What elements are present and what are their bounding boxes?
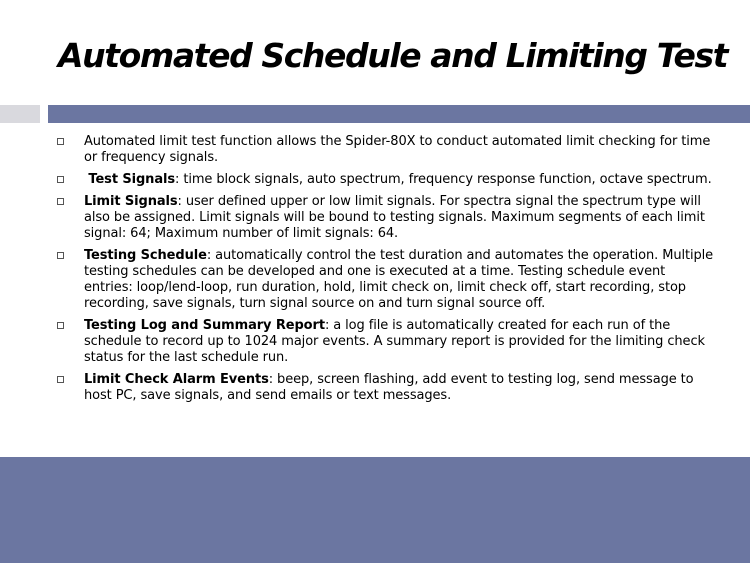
bullet-item-limit-signals [56, 194, 716, 242]
bullet-text: : beep, screen flashing, add event to testing log, send message to host PC, save signals, and send emails or text messages. [84, 372, 694, 403]
bullet-item-limit-test [56, 134, 716, 166]
square-bullet-icon [57, 176, 64, 183]
square-bullet-icon [57, 198, 64, 205]
bullet-list [56, 134, 716, 410]
bullet-text: : user defined upper or low limit signals. For spectra signal the spectrum type will also be assigned. Limit signals will be bound to testing signals. Maximum segments of each limit signal: 64; Maximum number of limit signals: 64. [84, 194, 705, 241]
bullet-text: : time block signals, auto spectrum, frequency response function, octave spectrum. [175, 172, 712, 187]
bullet-term: Limit Signals [84, 194, 178, 209]
bullet-text: : a log file is automatically created for each run of the schedule to record up to 1024 major events. A summary report is provided for the limiting check status for the last schedule run. [84, 318, 705, 365]
bullet-term: Test Signals [84, 172, 176, 187]
bullet-text: : automatically control the test duration and automates the operation. Multiple testing schedules can be developed and one is executed at a time. Testing schedule event entries: loop/lend-loop, run duration, hold, limit check on, limit check off, start recording, stop recording, save signals, turn signal source on and turn signal source off. [84, 248, 714, 311]
bullet-item-alarm-events [56, 372, 716, 404]
bullet-item-testing-log [56, 318, 716, 366]
decorative-band-header [48, 105, 750, 123]
square-bullet-icon [57, 376, 64, 383]
square-bullet-icon [57, 252, 64, 259]
bullet-item-testing-schedule [56, 248, 716, 312]
bullet-text: Automated limit test function allows the Spider-80X to conduct automated limit checking for time or frequency signals. [84, 134, 711, 165]
bullet-item-test-signals [56, 172, 716, 188]
bullet-term: Limit Check Alarm Events [84, 372, 269, 387]
square-bullet-icon [57, 138, 64, 145]
decorative-band-footer [0, 457, 750, 563]
decorative-band-left [0, 105, 40, 123]
bullet-term: Testing Log and Summary Report [84, 318, 325, 333]
bullet-term: Testing Schedule [84, 248, 207, 263]
slide-title: Automated Schedule and Limiting Test [58, 36, 728, 75]
square-bullet-icon [57, 322, 64, 329]
